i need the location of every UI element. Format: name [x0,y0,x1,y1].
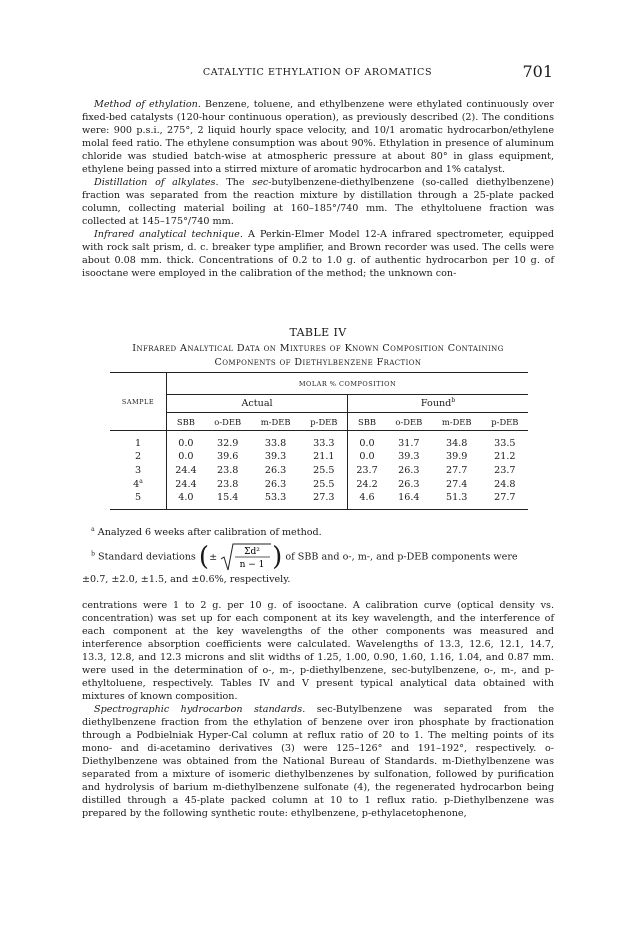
table-cell: 4.0 [167,491,205,510]
table-group-row [110,395,528,413]
table-cell: 27.4 [446,478,468,490]
table-cell: 34.8 [446,437,468,449]
paragraph-continuation: centrations were 1 to 2 g. per 10 g. of isooctane. A calibration curve (optical density vs. concentration) was set up for each component at its key wavelength, and the interference of each component at the key wavelengths of the other components was measured and interference absorption coefficients were calculated. Wavelengths of 13.3, 12.6, 12.1, 14.7, 13.3, 12.8, and 12.3 microns and slit widths of 1.25, 1.00, 0.90, 1.60, 1.16, 1.04, and 0.87 mm. were used in the determination of o-, m-, p-diethylbenzene, sec-butylbenzene, o-, m-, and p-ethyltoluene, respectively. Tables IV and V present typical analytical data obtained with mixtures of known composition. [82,600,554,702]
table-cell: 33.5 [494,437,516,449]
table-cell: 24.2 [348,477,386,491]
table-cell: 33.8 [264,437,287,449]
paragraph-text: sec-Butylbenzene was separated from the diethylbenzene fraction from the ethylation of benzene over iron phosphate by fractionation through a Podbielniak Hyper-Cal column at reflux ratio of 20 to 1. The melting points of its mono- and di-acetamino derivatives (3) were 125–126° and 191–192°, respectively. o-Diethylbenzene was obtained from the National Bureau of Standards. m-Diethylbenzene was separated from a mixture of isomeric diethylbenzenes by sulfonation, followed by purification and hydrolysis of barium m-diethylbenzene sulfonate (4), the regenerated hydrocarbon being distilled through a 45-plate packed column at 10 to 1 reflux ratio. p-Diethylbenzene was prepared by the following synthetic route: ethylbenzene, p-ethylacetophenone, [82,704,554,819]
table-subheader-cell: p-DEB [301,413,348,431]
paragraph-method-of-ethylation [82,98,554,176]
table-cell: 15.4 [205,491,251,510]
paragraph-distillation [82,176,554,228]
table-cell: 39.9 [446,450,468,462]
table-subheader-row [110,413,528,431]
table-row [110,491,528,510]
table-subheader-cell: o-DEB [205,413,251,431]
paragraph-text: -butylbenzene-diethylbenzene (so-called diethylbenzene) fraction was separated from the reaction mixture by distillation through a 25-plate packed column, collecting material boiling at 160–185°/740 mm. The ethyltoluene fraction was collected at 145–175°/740 mm. [82,177,554,227]
table-subheader-cell: SBB [348,413,386,431]
table-cell: 31.7 [398,437,420,449]
paragraph-text: The [218,177,253,188]
table-cell-sample: 3 [134,465,142,477]
running-head [82,58,553,80]
data-table [110,372,528,510]
table-row [110,449,528,463]
table-subheader-cell: p-DEB [482,413,528,431]
table-cell: 53.3 [251,491,301,510]
table-cell: 0.0 [167,449,205,463]
table-cell: 21.1 [313,450,335,462]
svg-text:Σd²: Σd² [244,547,261,557]
table-cell: 0.0 [348,449,386,463]
table-cell: 39.3 [264,450,287,462]
table-cell: 24.4 [167,463,205,477]
table-row [110,477,528,491]
table-cell: 0.0 [348,431,386,450]
paragraph-heading: Infrared analytical technique. [94,229,243,240]
table-cell: 39.6 [217,450,239,462]
table-cell: 23.7 [494,464,516,476]
table-cell: 26.3 [398,478,420,490]
table-cell: 23.8 [217,464,239,476]
table-cell: 27.3 [301,491,348,510]
table-cell: 27.7 [446,464,468,476]
table-cell: 24.4 [167,477,205,491]
table-cell: 26.3 [264,478,287,490]
table-title: TABLE IV [289,326,347,339]
paragraph-term: sec [252,177,269,188]
table-header-molar: MOLAR % COMPOSITION [167,373,529,395]
paragraph-heading: Spectrographic hydrocarbon standards. [94,704,306,715]
page-number: 701 [522,62,553,81]
body-text-upper [82,98,554,280]
table-group-actual: Actual [167,395,348,413]
table-cell: 39.3 [398,450,420,462]
table-subtitle-line: Infrared Analytical Data on Mixtures of Known Composition Containing [132,343,504,354]
table-subtitle-line: Components of Diethylbenzene Fraction [214,357,422,368]
running-title: CATALYTIC ETHYLATION OF AROMATICS [202,67,433,78]
paragraph-hydrocarbon-standards [82,703,554,820]
table-subheader-cell: o-DEB [386,413,432,431]
table-header-sample: SAMPLE [110,373,167,431]
table-cell: 21.2 [494,450,516,462]
paragraph-heading: Distillation of alkylates. [94,177,219,188]
table-subheader-cell: m-DEB [251,413,301,431]
table-subtitle [82,342,554,370]
body-text-lower [82,599,554,820]
table-cell: 51.3 [432,491,482,510]
table-cell: 33.3 [313,437,335,449]
sqrt-formula [220,542,272,572]
table-cell: 27.7 [482,491,528,510]
table-cell: 4.6 [348,491,386,510]
paragraph-heading: Method of ethylation. [94,99,201,110]
table-cell-sample: 1 [134,438,142,450]
footnote-b-line2: ±0.7, ±2.0, ±1.5, and ±0.6%, respectively. [82,574,291,585]
table-group-found: Found$^b$ [348,395,528,413]
table-cell-sample: 2 [134,451,142,463]
paragraph-infrared-technique [82,228,554,280]
table-cell: 26.3 [264,464,287,476]
table-row [110,431,528,450]
table-row [110,463,528,477]
svg-text:n − 1: n − 1 [239,560,265,570]
table-cell: 0.0 [167,431,205,450]
paragraph-text: A Perkin-Elmer Model 12-A infrared spectrometer, equipped with rock salt prism, d. c. breaker type amplifier, and Brown recorder was used. The cells were about 0.08 mm. thick. Concentrations of 0.2 to 1.0 g. of authentic hydrocarbon per 10 g. of isooctane were employed in the calibration of the method; the unknown con- [82,229,555,279]
table-cell: 23.8 [217,478,239,490]
footnote-b: $^b$ Standard deviations (± Σd² n − 1 ) of SBB and o-, m-, and p-DEB components were ±0.7, ±2.0, ±1.5, and ±0.6%, respectively. [82,542,554,585]
table-cell: 24.8 [494,478,516,490]
table-subheader-cell: m-DEB [432,413,482,431]
paragraph-text: Benzene, toluene, and ethylbenzene were ethylated continuously over fixed-bed catalysts (120-hour continuous operation), as previously described (2). The conditions were: 900 p.s.i., 275°, 2 liquid hourly space velocity, and 10/1 aromatic hydrocarbon/ethylene molal feed ratio. The ethylene consumption was about 90%. Ethylation in presence of aluminum chloride was studied batch-wise at atmospheric pressure at about 80° in glass equipment, ethylene being passed into a stirred mixture of aromatic hydrocarbon and 1% catalyst. [82,99,554,175]
table-header-row [110,373,528,395]
table-subheader-cell: SBB [167,413,205,431]
table-cell: 23.7 [348,463,386,477]
footnote-a: $^a$ Analyzed 6 weeks after calibration of method. [91,526,322,539]
table-cell-sample: 4$^a$ [133,478,143,491]
table-cell: 25.5 [313,464,335,476]
table-cell-sample: 5 [110,491,167,510]
table-cell: 25.5 [313,478,335,490]
table-cell: 32.9 [217,437,239,449]
table-cell: 26.3 [398,464,420,476]
table-cell: 16.4 [386,491,432,510]
